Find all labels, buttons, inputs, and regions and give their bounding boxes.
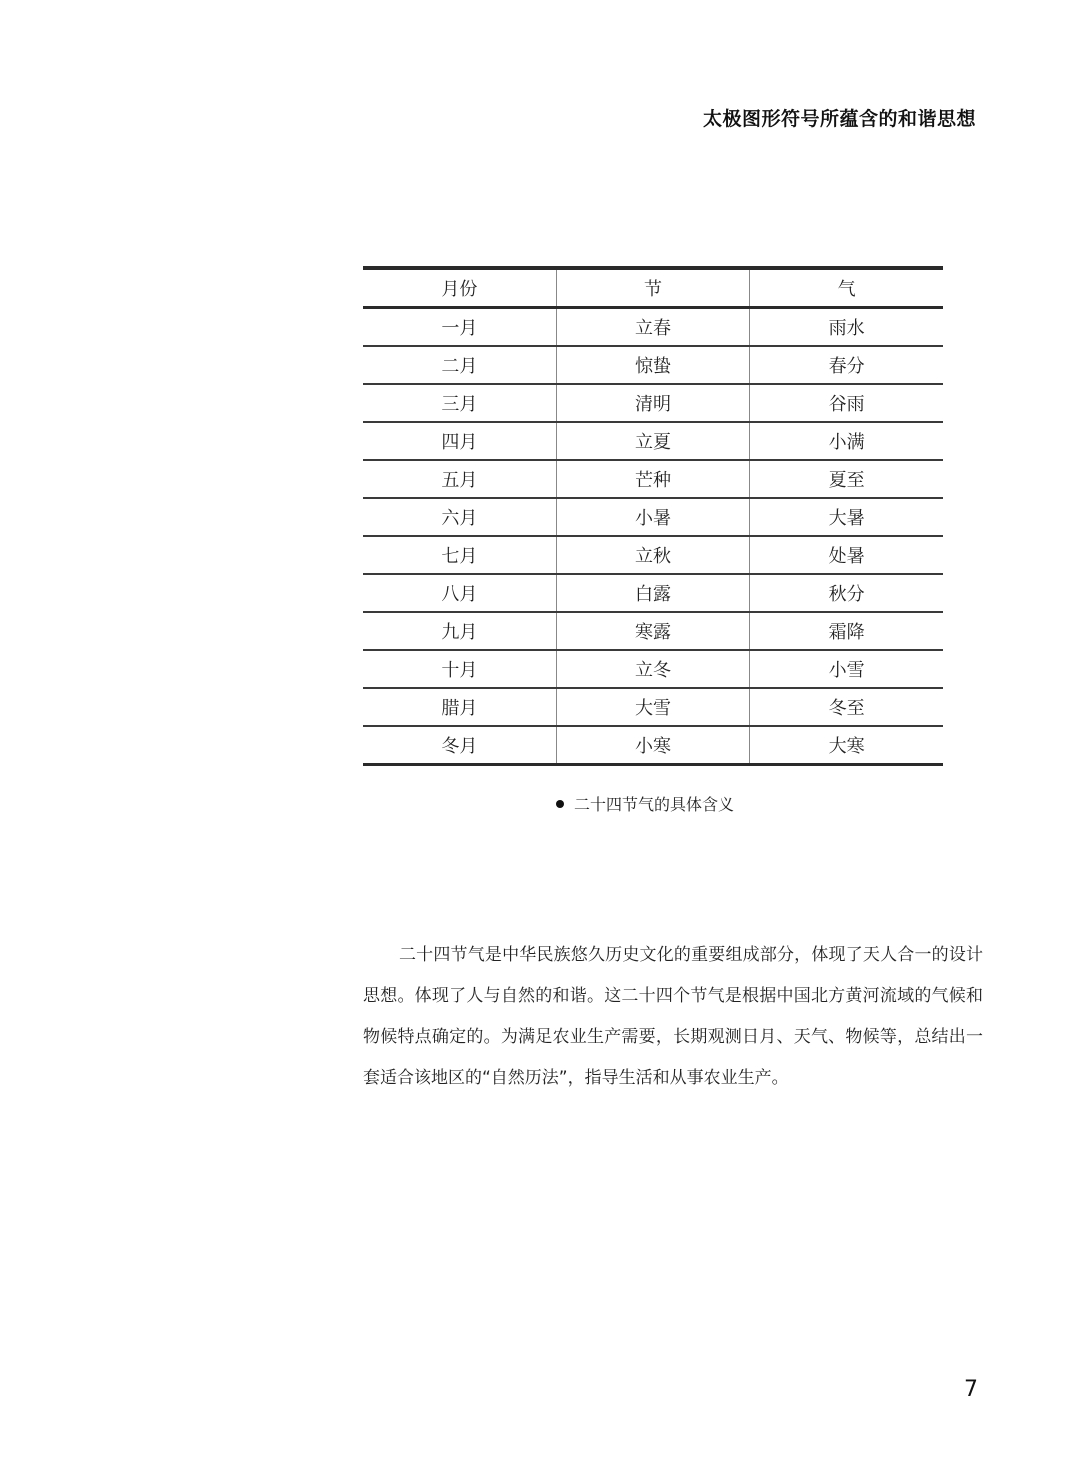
jie-cell: 小寒 [556,726,749,765]
qi-cell: 处暑 [750,536,943,574]
jie-cell: 芒种 [556,460,749,498]
table-row [363,726,943,765]
table-row [363,612,943,650]
jie-cell: 小暑 [556,498,749,536]
column-header-month: 月份 [363,268,556,308]
month-cell: 腊月 [363,688,556,726]
qi-cell: 小满 [750,422,943,460]
qi-cell: 霜降 [750,612,943,650]
table-row [363,384,943,422]
month-cell: 一月 [363,308,556,347]
month-cell: 四月 [363,422,556,460]
qi-cell: 小雪 [750,650,943,688]
table-row [363,536,943,574]
month-cell: 五月 [363,460,556,498]
qi-cell: 夏至 [750,460,943,498]
bullet-icon [556,800,564,808]
qi-cell: 谷雨 [750,384,943,422]
table-row [363,460,943,498]
table-row [363,308,943,347]
table-caption [556,792,734,815]
table-row [363,498,943,536]
jie-cell: 寒露 [556,612,749,650]
qi-cell: 大寒 [750,726,943,765]
qi-cell: 冬至 [750,688,943,726]
qi-cell: 春分 [750,346,943,384]
column-header-jie: 节 [556,268,749,308]
month-cell: 六月 [363,498,556,536]
solar-terms-table [363,266,943,766]
jie-cell: 立冬 [556,650,749,688]
jie-cell: 清明 [556,384,749,422]
table-header-row [363,268,943,308]
column-header-qi: 气 [750,268,943,308]
month-cell: 九月 [363,612,556,650]
month-cell: 十月 [363,650,556,688]
jie-cell: 立秋 [556,536,749,574]
jie-cell: 惊蛰 [556,346,749,384]
jie-cell: 白露 [556,574,749,612]
page-number: 7 [964,1377,978,1402]
running-header-title: 太极图形符号所蕴含的和谐思想 [702,108,976,130]
month-cell: 八月 [363,574,556,612]
table-row [363,422,943,460]
qi-cell: 大暑 [750,498,943,536]
table-row [363,688,943,726]
month-cell: 二月 [363,346,556,384]
month-cell: 三月 [363,384,556,422]
body-paragraph: 二十四节气是中华民族悠久历史文化的重要组成部分，体现了天人合一的设计思想。体现了人与自然的和谐。这二十四个节气是根据中国北方黄河流域的气候和物候特点确定的。为满足农业生产需要，长期观测日月、天气、物候等，总结出一套适合该地区的“自然历法”，指导生活和从事农业生产。 [363,945,983,1088]
qi-cell: 雨水 [750,308,943,347]
month-cell: 七月 [363,536,556,574]
caption-text: 二十四节气的具体含义 [574,795,735,814]
qi-cell: 秋分 [750,574,943,612]
jie-cell: 立夏 [556,422,749,460]
table-row [363,574,943,612]
month-cell: 冬月 [363,726,556,765]
jie-cell: 立春 [556,308,749,347]
jie-cell: 大雪 [556,688,749,726]
table-row [363,346,943,384]
table-row [363,650,943,688]
